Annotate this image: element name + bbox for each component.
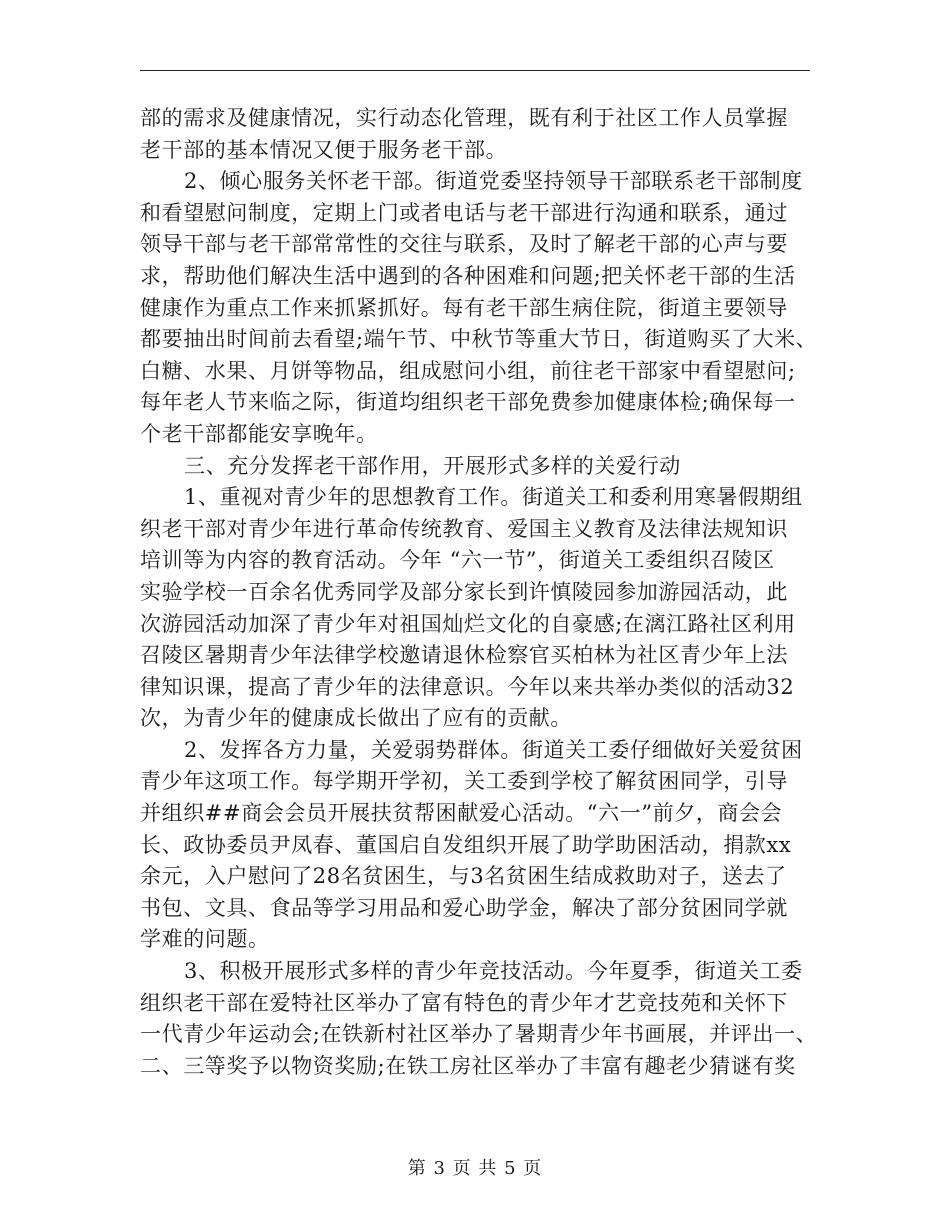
text-line: 都要抽出时间前去看望;端午节、中秋节等重大节日，街道购买了大米、 — [140, 327, 818, 352]
text-line: 学难的问题。 — [140, 927, 270, 952]
text-line: 组织老干部在爱特社区举办了富有特色的青少年才艺竞技苑和关怀下 — [140, 990, 788, 1015]
text-line: 青少年这项工作。每学期开学初，关工委到学校了解贫困同学，引导 — [140, 769, 788, 794]
text-line: 二、三等奖予以物资奖励;在铁工房社区举办了丰富有趣老少猜谜有奖 — [140, 1053, 796, 1078]
text-line: 3、积极开展形式多样的青少年竞技活动。今年夏季，街道关工委 — [184, 959, 803, 984]
text-line: 律知识课，提高了青少年的法律意识。今年以来共举办类似的活动32 — [140, 674, 795, 699]
text-line: 1、重视对青少年的思想教育工作。街道关工和委利用寒暑假期组 — [184, 485, 803, 510]
text-line: 白糖、水果、月饼等物品，组成慰问小组，前往老干部家中看望慰问; — [140, 358, 796, 383]
text-line: 召陵区暑期青少年法律学校邀请退休检察官买柏林为社区青少年上法 — [140, 643, 788, 668]
document-body — [140, 103, 830, 1082]
text-line: 次，为青少年的健康成长做出了应有的贡献。 — [140, 706, 572, 731]
text-line: 和看望慰问制度，定期上门或者电话与老干部进行沟通和联系，通过 — [140, 200, 788, 225]
text-line: 培训等为内容的教育活动。今年 “六一节”，街道关工委组织召陵区 — [140, 548, 775, 573]
text-line: 实验学校一百余名优秀同学及部分家长到许慎陵园参加游园活动，此 — [140, 579, 788, 604]
text-line: 次游园活动加深了青少年对祖国灿烂文化的自豪感;在漓江路社区利用 — [140, 611, 796, 636]
text-line: 书包、文具、食品等学习用品和爱心助学金，解决了部分贫困同学就 — [140, 895, 788, 920]
text-line: 一代青少年运动会;在铁新村社区举办了暑期青少年书画展，并评出一、 — [140, 1022, 818, 1047]
text-line: 余元，入户慰问了28名贫困生，与3名贫困生结成救助对子，送去了 — [140, 864, 787, 889]
text-line: 求，帮助他们解决生活中遇到的各种困难和问题;把关怀老干部的生活 — [140, 263, 796, 288]
text-line: 并组织##商会会员开展扶贫帮困献爱心活动。“六一”前夕，商会会 — [140, 801, 783, 826]
text-line: 老干部的基本情况又便于服务老干部。 — [140, 137, 508, 162]
text-line: 领导干部与老干部常常性的交往与联系，及时了解老干部的心声与要 — [140, 232, 788, 257]
header-rule — [140, 70, 810, 71]
page-number: 第 3 页 共 5 页 — [407, 1158, 543, 1179]
text-line: 个老干部都能安享晚年。 — [140, 421, 378, 446]
text-line: 织老干部对青少年进行革命传统教育、爱国主义教育及法律法规知识 — [140, 516, 788, 541]
text-line: 长、政协委员尹凤春、董国启自发组织开展了助学助困活动，捐款xx — [140, 832, 792, 857]
text-line: 部的需求及健康情况，实行动态化管理，既有利于社区工作人员掌握 — [140, 106, 788, 130]
text-line: 健康作为重点工作来抓紧抓好。每有老干部生病住院，街道主要领导 — [140, 295, 788, 320]
text-line: 每年老人节来临之际，街道均组织老干部免费参加健康体检;确保每一 — [140, 390, 796, 415]
text-line: 2、倾心服务关怀老干部。街道党委坚持领导干部联系老干部制度 — [184, 169, 803, 194]
text-line: 三、充分发挥老干部作用，开展形式多样的关爱行动 — [184, 453, 681, 478]
text-line: 2、发挥各方力量，关爱弱势群体。街道关工委仔细做好关爱贫困 — [184, 737, 803, 762]
